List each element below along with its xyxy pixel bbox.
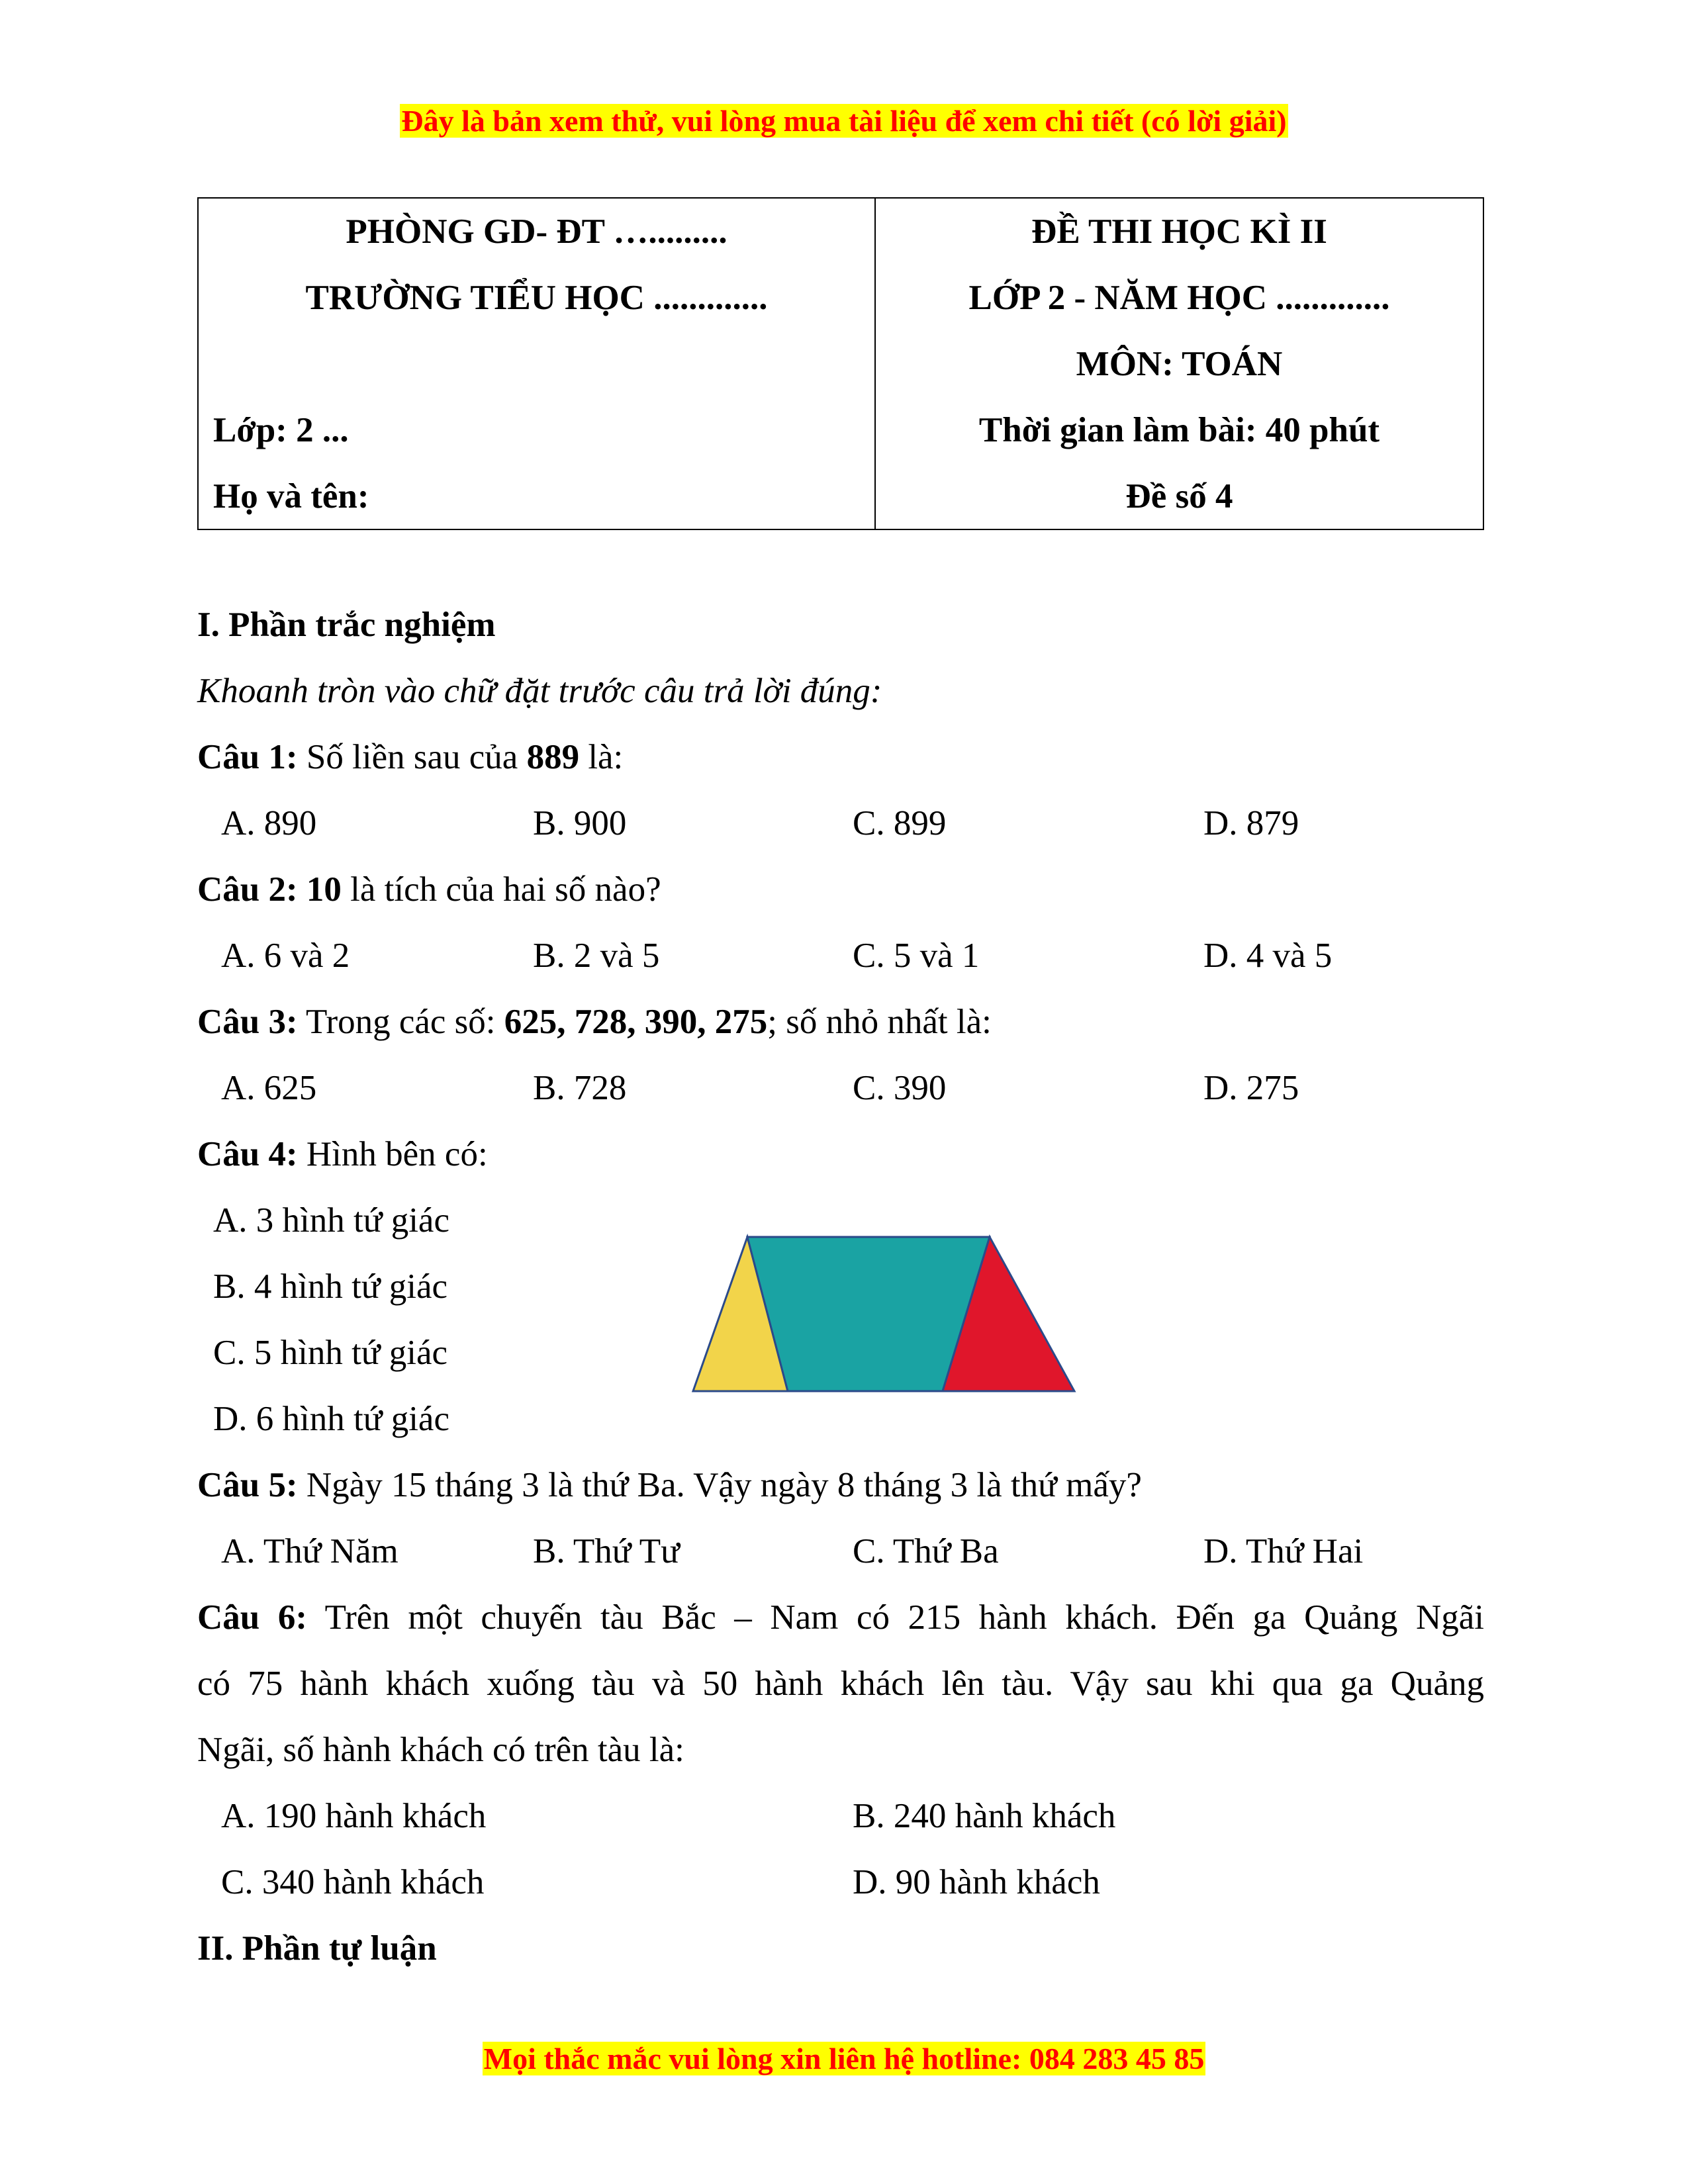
question-6-line-3: Ngãi, số hành khách có trên tàu là: [197, 1731, 684, 1769]
q2-option-c[interactable]: C. 5 và 1 [853, 936, 980, 975]
question-5 [197, 1452, 1142, 1518]
question-label: Câu 6: [197, 1598, 307, 1637]
question-1 [197, 724, 623, 790]
question-text: Ngày 15 tháng 3 là thứ Ba. Vậy ngày 8 tháng 3 là thứ mấy? [297, 1466, 1142, 1504]
question-text: ; số nhỏ nhất là: [767, 1003, 992, 1041]
hotline-banner [0, 2040, 1688, 2078]
hotline-text: Mọi thắc mắc vui lòng xin liên hệ hotline: 084 283 45 85 [483, 2042, 1205, 2075]
q2-option-a[interactable]: A. 6 và 2 [221, 936, 350, 975]
section-2-title: II. Phần tự luận [197, 1929, 437, 1968]
question-bold-number: 10 [297, 870, 342, 909]
question-text-line-1: Trên một chuyến tàu Bắc – Nam có 215 hành khách. Đến ga Quảng Ngãi [306, 1598, 1484, 1637]
q4-option-c[interactable]: C. 5 hình tứ giác [213, 1334, 448, 1372]
q4-option-a[interactable]: A. 3 hình tứ giác [213, 1201, 449, 1240]
question-label: Câu 3: [197, 1003, 298, 1041]
preview-notice-banner [0, 102, 1688, 140]
q4-option-b[interactable]: B. 4 hình tứ giác [213, 1267, 448, 1306]
q5-option-d[interactable]: D. Thứ Hai [1203, 1532, 1364, 1570]
q3-option-d[interactable]: D. 275 [1203, 1069, 1299, 1107]
question-text: Trong các số: [297, 1003, 504, 1041]
q3-option-a[interactable]: A. 625 [221, 1069, 317, 1107]
class-field: Lớp: 2 ... [213, 411, 349, 449]
question-6-line-2: có 75 hành khách xuống tàu và 50 hành khách lên tàu. Vậy sau khi qua ga Quảng [197, 1664, 1484, 1703]
preview-notice-text: Đây là bản xem thử, vui lòng mua tài liệu để xem chi tiết (có lời giải) [401, 104, 1287, 138]
question-4 [197, 1121, 488, 1187]
header-left-column [199, 199, 876, 529]
question-label: Câu 1: [197, 738, 298, 776]
question-text: Số liền sau của [297, 738, 527, 776]
q4-option-d[interactable]: D. 6 hình tứ giác [213, 1400, 449, 1438]
trapezoid-figure [688, 1232, 1086, 1398]
q3-option-c[interactable]: C. 390 [853, 1069, 947, 1107]
q2-option-b[interactable]: B. 2 và 5 [533, 936, 660, 975]
q1-option-b[interactable]: B. 900 [533, 804, 627, 842]
q5-option-b[interactable]: B. Thứ Tư [533, 1532, 680, 1570]
question-label: Câu 2: [197, 870, 298, 909]
question-text: là: [579, 738, 624, 776]
q6-option-a[interactable]: A. 190 hành khách [221, 1797, 487, 1835]
q1-option-c[interactable]: C. 899 [853, 804, 947, 842]
q2-option-d[interactable]: D. 4 và 5 [1203, 936, 1333, 975]
school-name: TRƯỜNG TIỂU HỌC ............. [305, 279, 768, 317]
student-name-field: Họ và tên: [213, 477, 369, 516]
question-bold-number: 889 [526, 738, 580, 776]
question-text: Hình bên có: [297, 1135, 488, 1173]
time-limit: Thời gian làm bài: 40 phút [978, 411, 1380, 449]
q3-option-b[interactable]: B. 728 [533, 1069, 627, 1107]
q1-option-d[interactable]: D. 879 [1203, 804, 1299, 842]
question-label: Câu 4: [197, 1135, 298, 1173]
section-1-instruction: Khoanh tròn vào chữ đặt trước câu trả lời đúng: [197, 672, 882, 710]
question-2 [197, 856, 661, 923]
question-text: là tích của hai số nào? [341, 870, 661, 909]
grade-year: LỚP 2 - NĂM HỌC ............. [968, 279, 1390, 317]
question-6 [197, 1584, 1484, 1651]
exam-title: ĐỀ THI HỌC KÌ II [1031, 212, 1327, 251]
exam-number: Đề số 4 [1125, 477, 1233, 516]
q6-option-d[interactable]: D. 90 hành khách [853, 1863, 1100, 1901]
q5-option-a[interactable]: A. Thứ Năm [221, 1532, 399, 1570]
q5-option-c[interactable]: C. Thứ Ba [853, 1532, 999, 1570]
question-3 [197, 989, 992, 1055]
question-bold-numbers: 625, 728, 390, 275 [504, 1003, 768, 1041]
q6-option-b[interactable]: B. 240 hành khách [853, 1797, 1116, 1835]
exam-header-table [197, 197, 1484, 530]
q6-option-c[interactable]: C. 340 hành khách [221, 1863, 485, 1901]
question-label: Câu 5: [197, 1466, 298, 1504]
education-office: PHÒNG GD- ĐT …......... [346, 212, 727, 251]
q1-option-a[interactable]: A. 890 [221, 804, 317, 842]
subject: MÔN: TOÁN [1076, 345, 1283, 383]
header-right-column [876, 199, 1483, 529]
section-1-title: I. Phần trắc nghiệm [197, 606, 496, 644]
